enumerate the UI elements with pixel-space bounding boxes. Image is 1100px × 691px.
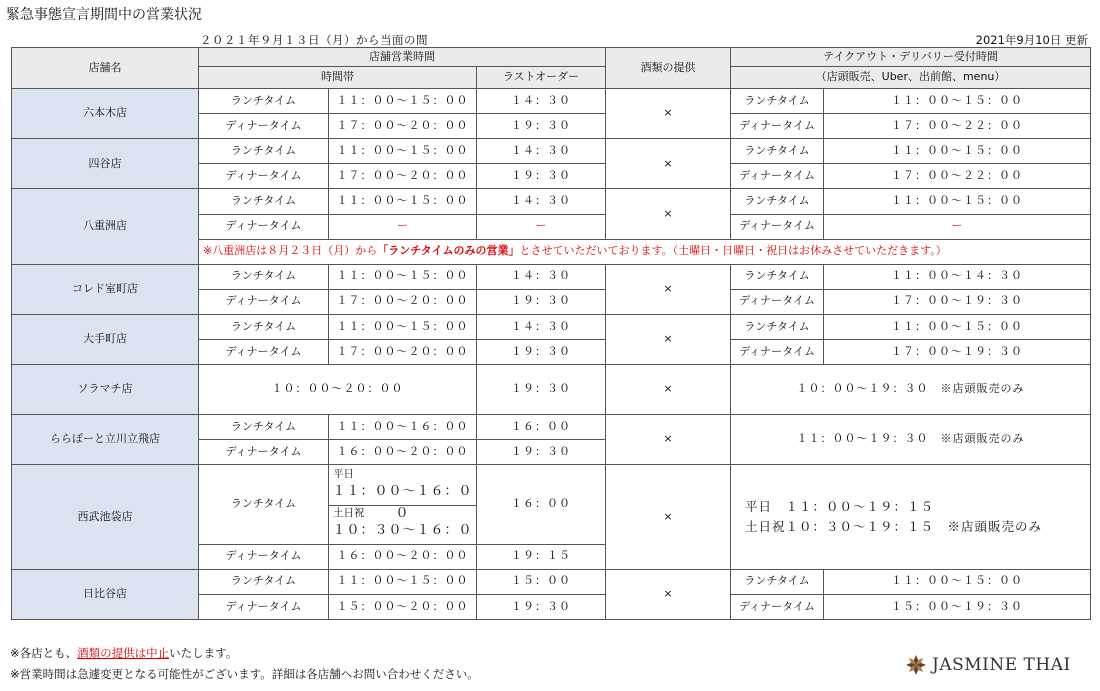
logo-text: JASMINE THAI: [932, 655, 1071, 675]
takeout-dinner: １５：００〜１９：３０: [824, 594, 1091, 619]
header-takeout: テイクアウト・デリバリー受付時間: [731, 48, 1091, 67]
table-row: [12, 89, 1091, 114]
table-row: [12, 569, 1091, 594]
dinner-hours: １６：００〜２０：００: [329, 440, 477, 465]
all-day-hours: １０：００〜２０：００: [199, 364, 477, 414]
last-order: １９：３０: [477, 364, 606, 414]
dinner-hours: １７：００〜２０：００: [329, 114, 477, 139]
takeout-hours: １１：００〜１９：３０ ※店頭販売のみ: [731, 415, 1091, 465]
dinner-last-order: １９：１５: [477, 544, 606, 569]
dinner-label: ディナータイム: [199, 594, 329, 619]
dinner-label: ディナータイム: [199, 214, 329, 239]
dinner-label: ディナータイム: [731, 114, 824, 139]
lunch-last-order: １４：３０: [477, 139, 606, 164]
updated-date: 2021年9月10日 更新: [975, 33, 1088, 47]
table-row: [12, 314, 1091, 339]
dinner-label: ディナータイム: [731, 164, 824, 189]
dinner-last-order: １９：３０: [477, 289, 606, 314]
lunch-label: ランチタイム: [731, 89, 824, 114]
lunch-hours: １１：００〜１５：００: [329, 569, 477, 594]
store-name: 八重洲店: [12, 189, 199, 264]
lunch-label: ランチタイム: [731, 314, 824, 339]
notice-part: とさせていただいております。（土曜日・日曜日・祝日はお休みさせていただきます。）: [519, 244, 947, 258]
lunch-label: ランチタイム: [731, 264, 824, 289]
header-timeslot: 時間帯: [199, 67, 477, 89]
alcohol-cell: ×: [606, 89, 731, 139]
header-hours: 店舗営業時間: [199, 48, 606, 67]
lunch-hours: １１：００〜１５：００: [329, 264, 477, 289]
dinner-label: ディナータイム: [199, 164, 329, 189]
lunch-label: ランチタイム: [731, 569, 824, 594]
dinner-last-order: １９：３０: [477, 164, 606, 189]
table-row: [12, 139, 1091, 164]
store-name: 四谷店: [12, 139, 199, 189]
dinner-hours: １７：００〜２０：００: [329, 164, 477, 189]
lunch-label: ランチタイム: [199, 465, 329, 544]
lunch-hours-split: [329, 465, 477, 544]
notice-emphasis: 「ランチタイムのみの営業」: [377, 244, 520, 258]
takeout-dinner: １７：００〜２２：００: [824, 164, 1091, 189]
header-store: 店舗名: [12, 48, 199, 89]
takeout-dinner-dash: ー: [824, 214, 1091, 239]
lunch-hours: １１：００〜１６：００: [329, 415, 477, 440]
lunch-label: ランチタイム: [731, 189, 824, 214]
footnote-alcohol: [10, 645, 237, 661]
lunch-label: ランチタイム: [199, 415, 329, 440]
lunch-last-order: １４：３０: [477, 314, 606, 339]
lunch-last-order: １４：３０: [477, 89, 606, 114]
alcohol-cell: ×: [606, 314, 731, 364]
takeout-lunch: １１：００〜１４：３０: [824, 264, 1091, 289]
page-title: 緊急事態宣言期間中の営業状況: [6, 7, 202, 23]
dinner-label: ディナータイム: [731, 594, 824, 619]
dinner-hours: １７：００〜２０：００: [329, 339, 477, 364]
dinner-label: ディナータイム: [731, 339, 824, 364]
header-last-order: ラストオーダー: [477, 67, 606, 89]
alcohol-cell: ×: [606, 264, 731, 314]
footnote-hours-change: ※営業時間は急遽変更となる可能性がございます。詳細は各店舗へお問い合わせください。: [10, 667, 479, 681]
table-row: [12, 364, 1091, 414]
table-row: [12, 189, 1091, 214]
store-name: 日比谷店: [12, 569, 199, 619]
lunch-label: ランチタイム: [199, 189, 329, 214]
takeout-dinner: １７：００〜１９：３０: [824, 289, 1091, 314]
takeout-hours: [731, 465, 1091, 569]
lunch-last-order: １４：３０: [477, 189, 606, 214]
takeout-lunch: １１：００〜１５：００: [824, 569, 1091, 594]
takeout-holiday: 土日祝１０：３０〜１９：１５ ※店頭販売のみ: [745, 518, 1043, 534]
lunch-last-order: １６：００: [477, 465, 606, 544]
lunch-hours: １１：００〜１５：００: [329, 189, 477, 214]
dinner-label: ディナータイム: [731, 214, 824, 239]
dinner-last-order: １９：３０: [477, 339, 606, 364]
alcohol-cell: ×: [606, 569, 731, 619]
lunch-label: ランチタイム: [199, 139, 329, 164]
lunch-label: ランチタイム: [199, 314, 329, 339]
table-row: [12, 465, 1091, 544]
footnote-emphasis: 酒類の提供は中止: [77, 646, 170, 660]
brand-logo: [905, 654, 1071, 676]
lunch-label: ランチタイム: [199, 89, 329, 114]
lunch-last-order: １６：００: [477, 415, 606, 440]
lunch-label: ランチタイム: [199, 264, 329, 289]
dinner-hours: １６：００〜２０：００: [329, 544, 477, 569]
period-text: ２０２１年９月１３日（月）から当面の間: [200, 33, 428, 47]
footnote-part: ※各店とも、: [10, 646, 78, 660]
lunch-hours: １１：００〜１５：００: [329, 89, 477, 114]
dinner-label: ディナータイム: [199, 544, 329, 569]
store-name: 西武池袋店: [12, 465, 199, 569]
takeout-lunch: １１：００〜１５：００: [824, 189, 1091, 214]
store-name: コレド室町店: [12, 264, 199, 314]
dinner-label: ディナータイム: [199, 440, 329, 465]
dinner-hours: １５：００〜２０：００: [329, 594, 477, 619]
alcohol-cell: ×: [606, 139, 731, 189]
weekday-hours: １１：００〜１６：００: [332, 483, 473, 521]
alcohol-cell: ×: [606, 364, 731, 414]
lunch-hours: １１：００〜１５：００: [329, 139, 477, 164]
table-row: [12, 264, 1091, 289]
dinner-label: ディナータイム: [199, 114, 329, 139]
dinner-hours: １７：００〜２０：００: [329, 289, 477, 314]
footnote-part: いたします。: [169, 646, 238, 660]
header-alcohol: 酒類の提供: [606, 48, 731, 89]
holiday-hours: １０：３０〜１６：０: [332, 523, 473, 538]
yaesu-notice: [199, 239, 1091, 264]
dinner-label: ディナータイム: [731, 289, 824, 314]
notice-part: ※八重洲店は８月２３日（月）から: [203, 244, 378, 258]
takeout-dinner: １７：００〜１９：３０: [824, 339, 1091, 364]
lunch-label: ランチタイム: [199, 569, 329, 594]
alcohol-cell: ×: [606, 465, 731, 569]
alcohol-cell: ×: [606, 189, 731, 239]
lunch-last-order: １５：００: [477, 569, 606, 594]
dinner-label: ディナータイム: [199, 339, 329, 364]
dinner-last-order: １９：３０: [477, 114, 606, 139]
alcohol-cell: ×: [606, 415, 731, 465]
schedule-table: [11, 47, 1091, 620]
header-takeout-sub: （店頭販売、Uber、出前館、menu）: [731, 67, 1091, 89]
jasmine-flower-icon: [905, 654, 927, 676]
takeout-weekday: 平日 １１：００〜１９：１５: [745, 498, 935, 514]
holiday-label: 土日祝: [333, 507, 365, 519]
table-row: [12, 415, 1091, 440]
takeout-lunch: １１：００〜１５：００: [824, 314, 1091, 339]
store-name: 六本木店: [12, 89, 199, 139]
takeout-hours: １０：００〜１９：３０ ※店頭販売のみ: [731, 364, 1091, 414]
store-name: ららぽーと立川立飛店: [12, 415, 199, 465]
takeout-lunch: １１：００〜１５：００: [824, 89, 1091, 114]
dinner-last-order: １９：３０: [477, 594, 606, 619]
dinner-hours-dash: ー: [329, 214, 477, 239]
dinner-label: ディナータイム: [199, 289, 329, 314]
dinner-last-order: １９：３０: [477, 440, 606, 465]
lunch-hours: １１：００〜１５：００: [329, 314, 477, 339]
store-name: ソラマチ店: [12, 364, 199, 414]
store-name: 大手町店: [12, 314, 199, 364]
takeout-dinner: １７：００〜２２：００: [824, 114, 1091, 139]
dinner-last-order-dash: ー: [477, 214, 606, 239]
lunch-last-order: １４：３０: [477, 264, 606, 289]
lunch-label: ランチタイム: [731, 139, 824, 164]
takeout-lunch: １１：００〜１５：００: [824, 139, 1091, 164]
weekday-label: 平日: [333, 467, 354, 480]
